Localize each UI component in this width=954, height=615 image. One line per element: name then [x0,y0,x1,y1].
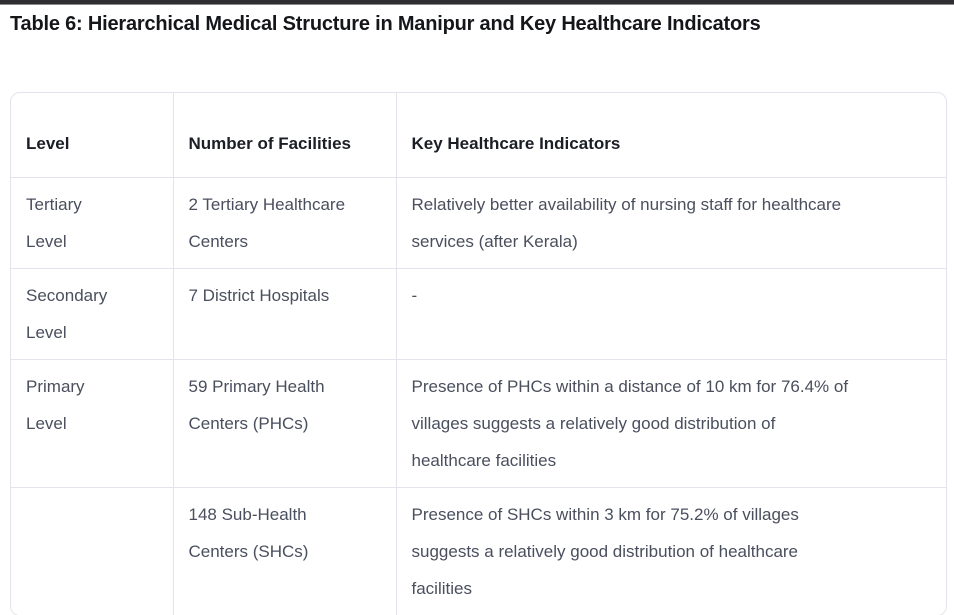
cell-indicators [396,487,946,615]
cell-facilities [173,177,396,268]
cell-text: Presence of SHCs within 3 km for 75.2% of villages suggests a relatively good distribution of healthcare facilities [411,504,799,598]
table-grid [11,93,946,615]
cell-text: 2 Tertiary Healthcare Centers [188,194,346,251]
table-header-row [11,93,946,177]
cell-text: Primary Level [26,376,85,433]
cell-text: 148 Sub-Health Centers (SHCs) [188,504,309,561]
cell-facilities [173,359,396,487]
healthcare-table [10,92,947,615]
header-label-facilities: Number of Facilities [188,133,351,153]
cell-level [11,487,173,615]
header-cell-facilities [173,93,396,177]
cell-facilities [173,268,396,359]
header-cell-indicators [396,93,946,177]
cell-text: 7 District Hospitals [188,285,330,305]
cell-text: Presence of PHCs within a distance of 10 km for 76.4% of villages suggests a relatively good distribution of healthcare facilities [411,376,849,470]
table-row-subhealth [11,487,946,615]
cell-text: Relatively better availability of nursing staff for healthcare services (after Kerala) [411,194,842,251]
table-title: Table 6: Hierarchical Medical Structure in Manipur and Key Healthcare Indicators [10,13,761,35]
cell-indicators [396,268,946,359]
header-label-indicators: Key Healthcare Indicators [411,133,621,153]
header-label-level: Level [26,133,70,153]
top-divider [0,0,954,5]
cell-indicators [396,177,946,268]
table-row-secondary [11,268,946,359]
cell-level [11,359,173,487]
cell-facilities [173,487,396,615]
cell-text: 59 Primary Health Centers (PHCs) [188,376,325,433]
cell-indicators [396,359,946,487]
table-row-primary [11,359,946,487]
cell-level [11,177,173,268]
cell-text: - [411,285,418,305]
header-cell-level [11,93,173,177]
table-row-tertiary [11,177,946,268]
cell-level [11,268,173,359]
cell-text: Secondary Level [26,285,108,342]
cell-text: Tertiary Level [26,194,82,251]
